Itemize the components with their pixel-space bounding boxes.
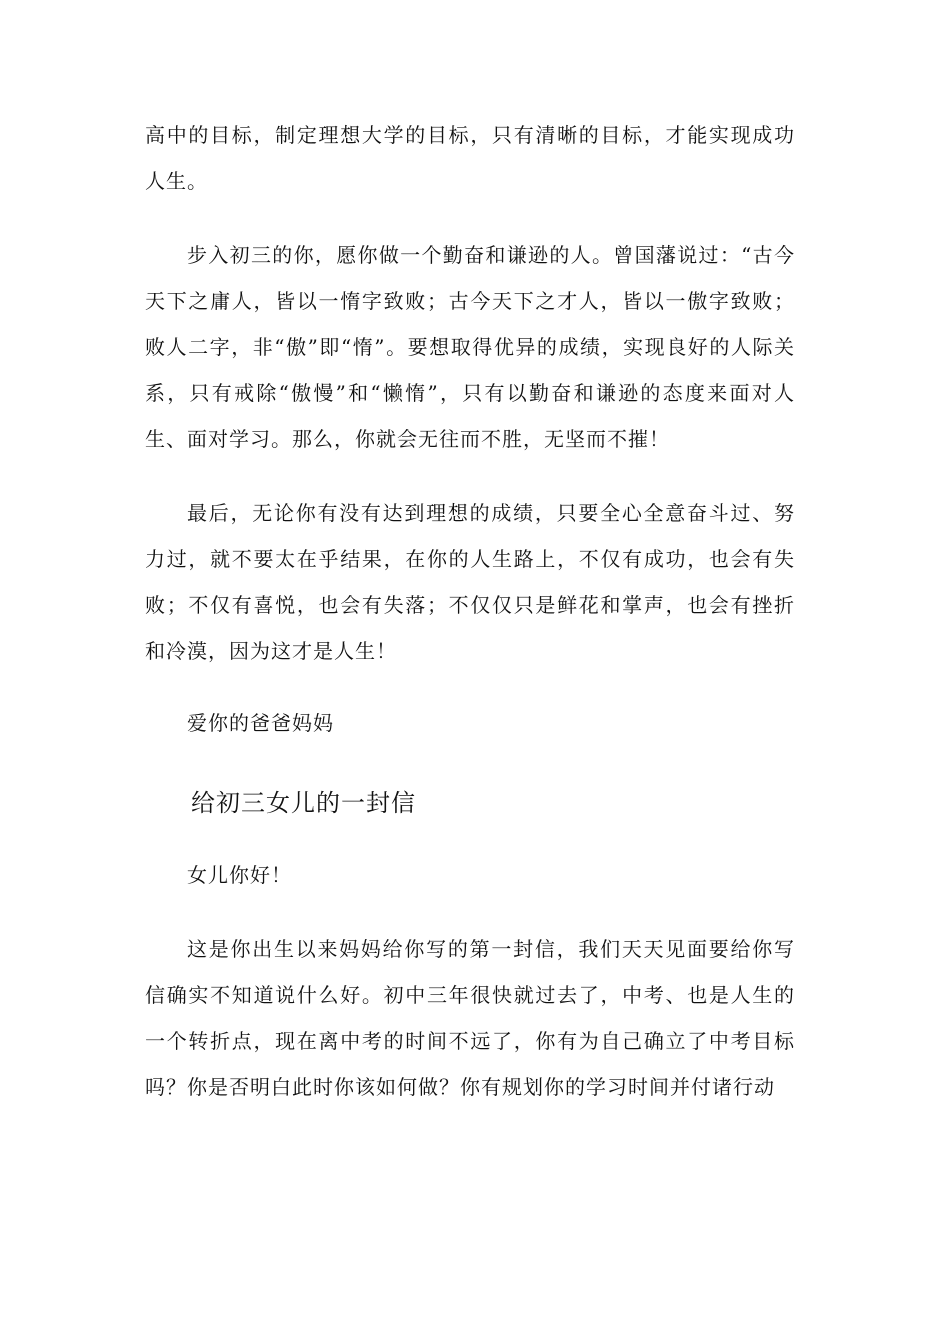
document-body [145,112,795,1110]
signature: 爱你的爸爸妈妈 [187,711,334,735]
paragraph-closing: 最后，无论你有没有达到理想的成绩，只要全心全意奋斗过、努力过，就不要太在乎结果，在你的人生路上，不仅有成功，也会有失败；不仅有喜悦，也会有失落；不仅仅只是鲜花和掌声，也会有挫折和冷漠，因为这才是人生！ [145,501,795,663]
greeting: 女儿你好！ [187,863,292,887]
paragraph-continued: 高中的目标，制定理想大学的目标，只有清晰的目标，才能实现成功人生。 [145,123,795,193]
paragraph-opening: 这是你出生以来妈妈给你写的第一封信，我们天天见面要给你写信确实不知道说什么好。初中三年很快就过去了，中考、也是人生的一个转折点，现在离中考的时间不远了，你有为自己确立了中考目标吗？你是否明白此时你该如何做？你有规划你的学习时间并付诸行动 [145,937,795,1099]
letter-title: 给初三女儿的一封信 [191,789,416,817]
paragraph-diligence: 步入初三的你，愿你做一个勤奋和谦逊的人。曾国藩说过：“古今天下之庸人，皆以一惰字致败；古今天下之才人，皆以一傲字致败；败人二字，非“傲”即“惰”。要想取得优异的成绩，实现良好的人际关系，只有戒除“傲慢”和“懒惰”，只有以勤奋和谦逊的态度来面对人生、面对学习。那么，你就会无往而不胜，无坚而不摧！ [145,243,795,451]
